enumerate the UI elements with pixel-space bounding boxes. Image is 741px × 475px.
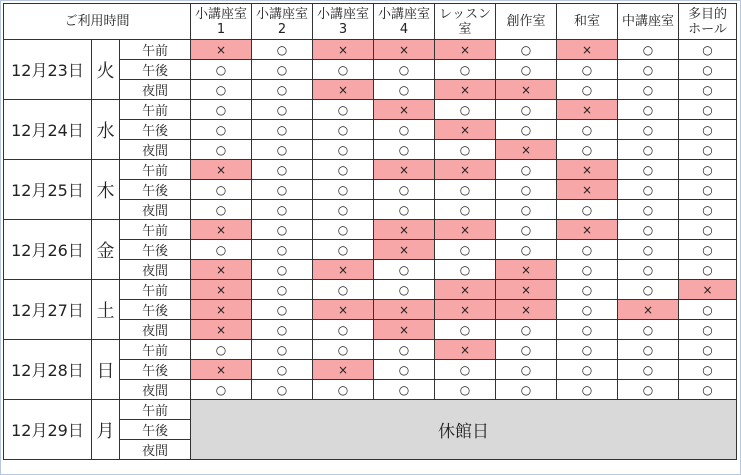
header-room: レッスン 室 xyxy=(435,4,496,40)
weekday-cell: 日 xyxy=(92,340,120,400)
available-cell: ○ xyxy=(618,260,679,280)
available-cell: ○ xyxy=(435,140,496,160)
available-cell: ○ xyxy=(679,120,737,140)
closed-cell: 休館日 xyxy=(191,400,737,460)
unavailable-cell: × xyxy=(435,220,496,240)
unavailable-cell: × xyxy=(313,80,374,100)
available-cell: ○ xyxy=(557,340,618,360)
period-cell: 午前 xyxy=(120,400,191,420)
unavailable-cell: × xyxy=(374,320,435,340)
unavailable-cell: × xyxy=(557,160,618,180)
available-cell: ○ xyxy=(374,120,435,140)
available-cell: ○ xyxy=(618,360,679,380)
unavailable-cell: × xyxy=(618,300,679,320)
available-cell: ○ xyxy=(252,160,313,180)
available-cell: ○ xyxy=(679,180,737,200)
available-cell: ○ xyxy=(496,120,557,140)
available-cell: ○ xyxy=(496,40,557,60)
unavailable-cell: × xyxy=(435,300,496,320)
available-cell: ○ xyxy=(679,340,737,360)
available-cell: ○ xyxy=(252,200,313,220)
unavailable-cell: × xyxy=(313,300,374,320)
period-cell: 午後 xyxy=(120,240,191,260)
available-cell: ○ xyxy=(679,200,737,220)
unavailable-cell: × xyxy=(435,40,496,60)
available-cell: ○ xyxy=(679,80,737,100)
available-cell: ○ xyxy=(679,100,737,120)
available-cell: ○ xyxy=(191,140,252,160)
available-cell: ○ xyxy=(313,240,374,260)
available-cell: ○ xyxy=(679,140,737,160)
available-cell: ○ xyxy=(618,100,679,120)
header-room: 小講座室 4 xyxy=(374,4,435,40)
available-cell: ○ xyxy=(191,240,252,260)
unavailable-cell: × xyxy=(435,120,496,140)
available-cell: ○ xyxy=(618,80,679,100)
available-cell: ○ xyxy=(313,380,374,400)
available-cell: ○ xyxy=(557,140,618,160)
available-cell: ○ xyxy=(374,280,435,300)
available-cell: ○ xyxy=(435,180,496,200)
available-cell: ○ xyxy=(557,200,618,220)
period-cell: 午後 xyxy=(120,360,191,380)
available-cell: ○ xyxy=(496,200,557,220)
available-cell: ○ xyxy=(252,60,313,80)
header-room: 中講座室 xyxy=(618,4,679,40)
available-cell: ○ xyxy=(618,380,679,400)
available-cell: ○ xyxy=(557,120,618,140)
available-cell: ○ xyxy=(618,180,679,200)
unavailable-cell: × xyxy=(374,160,435,180)
available-cell: ○ xyxy=(618,140,679,160)
weekday-cell: 水 xyxy=(92,100,120,160)
available-cell: ○ xyxy=(496,60,557,80)
unavailable-cell: × xyxy=(435,340,496,360)
available-cell: ○ xyxy=(313,60,374,80)
available-cell: ○ xyxy=(313,340,374,360)
available-cell: ○ xyxy=(313,200,374,220)
available-cell: ○ xyxy=(313,120,374,140)
schedule-body xyxy=(4,40,737,460)
available-cell: ○ xyxy=(435,380,496,400)
period-cell: 午後 xyxy=(120,120,191,140)
available-cell: ○ xyxy=(252,380,313,400)
available-cell: ○ xyxy=(618,160,679,180)
unavailable-cell: × xyxy=(374,220,435,240)
header-room: 創作室 xyxy=(496,4,557,40)
unavailable-cell: × xyxy=(679,280,737,300)
available-cell: ○ xyxy=(374,200,435,220)
available-cell: ○ xyxy=(618,220,679,240)
available-cell: ○ xyxy=(557,380,618,400)
weekday-cell: 月 xyxy=(92,400,120,460)
available-cell: ○ xyxy=(252,100,313,120)
available-cell: ○ xyxy=(191,80,252,100)
available-cell: ○ xyxy=(618,240,679,260)
date-cell: 12月23日 xyxy=(4,40,92,100)
header-title: ご利用時間 xyxy=(4,4,191,40)
header-room: 多目的 ホール xyxy=(679,4,737,40)
unavailable-cell: × xyxy=(435,80,496,100)
available-cell: ○ xyxy=(557,260,618,280)
unavailable-cell: × xyxy=(557,180,618,200)
weekday-cell: 金 xyxy=(92,220,120,280)
table-row xyxy=(4,280,737,300)
available-cell: ○ xyxy=(191,340,252,360)
unavailable-cell: × xyxy=(374,40,435,60)
available-cell: ○ xyxy=(679,220,737,240)
unavailable-cell: × xyxy=(191,260,252,280)
available-cell: ○ xyxy=(496,240,557,260)
available-cell: ○ xyxy=(313,140,374,160)
available-cell: ○ xyxy=(557,360,618,380)
unavailable-cell: × xyxy=(374,300,435,320)
available-cell: ○ xyxy=(435,360,496,380)
available-cell: ○ xyxy=(679,160,737,180)
available-cell: ○ xyxy=(252,80,313,100)
unavailable-cell: × xyxy=(313,260,374,280)
available-cell: ○ xyxy=(618,320,679,340)
available-cell: ○ xyxy=(435,60,496,80)
available-cell: ○ xyxy=(374,80,435,100)
available-cell: ○ xyxy=(679,40,737,60)
period-cell: 夜間 xyxy=(120,80,191,100)
available-cell: ○ xyxy=(618,60,679,80)
unavailable-cell: × xyxy=(557,220,618,240)
header-row xyxy=(4,4,737,40)
unavailable-cell: × xyxy=(191,280,252,300)
date-cell: 12月26日 xyxy=(4,220,92,280)
unavailable-cell: × xyxy=(313,40,374,60)
available-cell: ○ xyxy=(557,280,618,300)
available-cell: ○ xyxy=(496,340,557,360)
unavailable-cell: × xyxy=(191,360,252,380)
available-cell: ○ xyxy=(191,380,252,400)
unavailable-cell: × xyxy=(557,40,618,60)
header-room: 小講座室 1 xyxy=(191,4,252,40)
available-cell: ○ xyxy=(374,380,435,400)
date-cell: 12月25日 xyxy=(4,160,92,220)
unavailable-cell: × xyxy=(191,300,252,320)
header-room: 小講座室 2 xyxy=(252,4,313,40)
available-cell: ○ xyxy=(435,100,496,120)
available-cell: ○ xyxy=(313,220,374,240)
available-cell: ○ xyxy=(679,360,737,380)
date-cell: 12月28日 xyxy=(4,340,92,400)
period-cell: 午前 xyxy=(120,280,191,300)
unavailable-cell: × xyxy=(374,240,435,260)
period-cell: 夜間 xyxy=(120,440,191,460)
period-cell: 午前 xyxy=(120,220,191,240)
available-cell: ○ xyxy=(252,360,313,380)
unavailable-cell: × xyxy=(496,260,557,280)
available-cell: ○ xyxy=(496,320,557,340)
available-cell: ○ xyxy=(496,380,557,400)
available-cell: ○ xyxy=(252,280,313,300)
available-cell: ○ xyxy=(374,60,435,80)
unavailable-cell: × xyxy=(557,100,618,120)
period-cell: 午後 xyxy=(120,300,191,320)
available-cell: ○ xyxy=(252,240,313,260)
unavailable-cell: × xyxy=(313,360,374,380)
weekday-cell: 火 xyxy=(92,40,120,100)
unavailable-cell: × xyxy=(435,160,496,180)
available-cell: ○ xyxy=(374,180,435,200)
table-row xyxy=(4,160,737,180)
available-cell: ○ xyxy=(435,200,496,220)
period-cell: 午後 xyxy=(120,420,191,440)
available-cell: ○ xyxy=(679,260,737,280)
header-room: 小講座室 3 xyxy=(313,4,374,40)
period-cell: 夜間 xyxy=(120,140,191,160)
available-cell: ○ xyxy=(313,320,374,340)
available-cell: ○ xyxy=(252,260,313,280)
available-cell: ○ xyxy=(435,260,496,280)
unavailable-cell: × xyxy=(435,280,496,300)
available-cell: ○ xyxy=(679,240,737,260)
available-cell: ○ xyxy=(252,180,313,200)
available-cell: ○ xyxy=(313,160,374,180)
header-room: 和室 xyxy=(557,4,618,40)
available-cell: ○ xyxy=(435,320,496,340)
available-cell: ○ xyxy=(557,80,618,100)
availability-table xyxy=(3,3,737,460)
period-cell: 夜間 xyxy=(120,380,191,400)
unavailable-cell: × xyxy=(496,140,557,160)
unavailable-cell: × xyxy=(191,40,252,60)
available-cell: ○ xyxy=(252,340,313,360)
available-cell: ○ xyxy=(618,40,679,60)
date-cell: 12月24日 xyxy=(4,100,92,160)
period-cell: 午後 xyxy=(120,60,191,80)
unavailable-cell: × xyxy=(496,280,557,300)
period-cell: 午前 xyxy=(120,40,191,60)
period-cell: 午前 xyxy=(120,340,191,360)
available-cell: ○ xyxy=(252,140,313,160)
available-cell: ○ xyxy=(496,180,557,200)
table-row xyxy=(4,400,737,420)
available-cell: ○ xyxy=(679,380,737,400)
available-cell: ○ xyxy=(679,60,737,80)
weekday-cell: 土 xyxy=(92,280,120,340)
available-cell: ○ xyxy=(191,60,252,80)
available-cell: ○ xyxy=(374,360,435,380)
period-cell: 夜間 xyxy=(120,200,191,220)
unavailable-cell: × xyxy=(496,300,557,320)
unavailable-cell: × xyxy=(374,100,435,120)
period-cell: 夜間 xyxy=(120,260,191,280)
available-cell: ○ xyxy=(252,300,313,320)
available-cell: ○ xyxy=(496,360,557,380)
available-cell: ○ xyxy=(313,180,374,200)
available-cell: ○ xyxy=(557,60,618,80)
available-cell: ○ xyxy=(191,120,252,140)
available-cell: ○ xyxy=(252,120,313,140)
available-cell: ○ xyxy=(618,200,679,220)
available-cell: ○ xyxy=(618,340,679,360)
table-row xyxy=(4,220,737,240)
available-cell: ○ xyxy=(496,160,557,180)
available-cell: ○ xyxy=(191,100,252,120)
unavailable-cell: × xyxy=(191,220,252,240)
available-cell: ○ xyxy=(496,100,557,120)
unavailable-cell: × xyxy=(496,80,557,100)
available-cell: ○ xyxy=(374,140,435,160)
period-cell: 午前 xyxy=(120,100,191,120)
available-cell: ○ xyxy=(557,320,618,340)
unavailable-cell: × xyxy=(191,320,252,340)
available-cell: ○ xyxy=(252,40,313,60)
weekday-cell: 木 xyxy=(92,160,120,220)
available-cell: ○ xyxy=(374,340,435,360)
date-cell: 12月29日 xyxy=(4,400,92,460)
available-cell: ○ xyxy=(374,260,435,280)
available-cell: ○ xyxy=(496,220,557,240)
unavailable-cell: × xyxy=(191,160,252,180)
available-cell: ○ xyxy=(557,300,618,320)
period-cell: 午前 xyxy=(120,160,191,180)
available-cell: ○ xyxy=(313,100,374,120)
period-cell: 午後 xyxy=(120,180,191,200)
available-cell: ○ xyxy=(557,240,618,260)
available-cell: ○ xyxy=(435,240,496,260)
available-cell: ○ xyxy=(618,120,679,140)
table-row xyxy=(4,340,737,360)
available-cell: ○ xyxy=(191,180,252,200)
date-cell: 12月27日 xyxy=(4,280,92,340)
table-row xyxy=(4,100,737,120)
available-cell: ○ xyxy=(191,200,252,220)
available-cell: ○ xyxy=(679,300,737,320)
available-cell: ○ xyxy=(252,220,313,240)
period-cell: 夜間 xyxy=(120,320,191,340)
available-cell: ○ xyxy=(252,320,313,340)
available-cell: ○ xyxy=(313,280,374,300)
table-row xyxy=(4,40,737,60)
available-cell: ○ xyxy=(679,320,737,340)
available-cell: ○ xyxy=(618,280,679,300)
